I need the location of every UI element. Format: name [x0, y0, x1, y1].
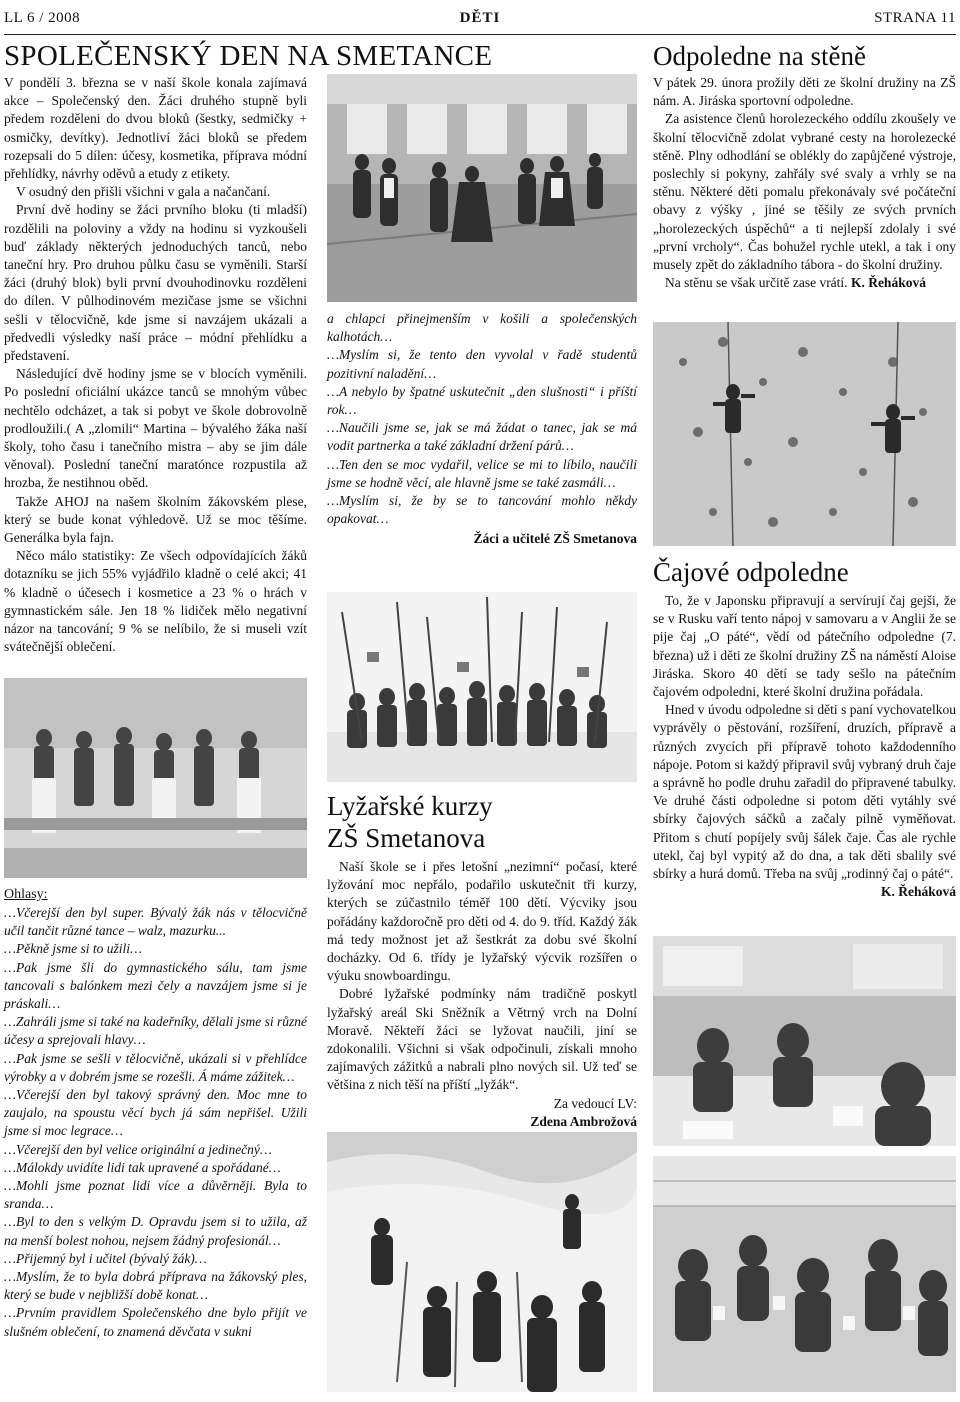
ohlasy-item: …Včerejší den byl takový správný den. Moc mne to zaujalo, na spoustu věcí bych já sám nepřišel. Užili jsme si moc legrace… — [4, 1087, 307, 1139]
article2-paragraph: Dobré lyžařské podmínky nám tradičně poskytl lyžařský areál Ski Sněžník a Větrný vrch na Dolní Moravě. Někteří žáci se lyžovat naučili, jiní se zdokonalili. Všichni si však odpočinuli, získali mnoho zajímavých zážitků a nabrali plno nových sil. Už teď se většina z nich těší na příští „lyžák“. — [327, 986, 637, 1093]
page-number: STRANA 11 — [874, 10, 956, 26]
article1-paragraph: Následující dvě hodiny jsme se v blocích vyměnili. Po poslední oficiální ukázce tanců se mnohým vůbec nechtělo odcházet, a tak si pobyt ve škole dobrovolně prodloužili.( A „zlomili“ Martina – bývalého žáka naší školy, toho času i tanečního mistra – aby se jim dále věnoval). Poslední taneční maratónce rozpustila až hrozba, že nestihnou oběd. — [4, 366, 307, 491]
article2-signature-label: Za vedoucí LV: — [553, 1095, 637, 1111]
article1-signature: Žáci a učitelé ZŠ Smetanova — [473, 531, 637, 547]
article1-column — [4, 74, 307, 657]
ohlasy-heading: Ohlasy: — [4, 887, 48, 902]
fashion-photo — [4, 678, 307, 878]
page-header — [4, 8, 956, 32]
section-label: DĚTI — [459, 10, 501, 26]
quote-item: …Myslím si, že by se to tancování mohlo někdy opakovat… — [327, 493, 637, 527]
ohlasy-section — [4, 882, 307, 1341]
article3-title: Odpoledne na stěně — [653, 41, 866, 71]
article3-closing-text: Na stěnu se však určitě zase vrátí. — [665, 275, 848, 291]
article1-paragraph: V pondělí 3. března se v naší škole konala zajímavá akce – Společenský den. Žáci druhého stupně byli předem rozděleni do dvou bloků (šestky, sedmičky + osmičky, devítky). Jednotliví žáci bloků se předem rozepsali do 5 dílen: účesy, kosmetika, příprava módní přehlídky, návrhy oděvů a etudy z etikety. — [4, 75, 307, 182]
dance-photo — [327, 74, 637, 302]
article4-signature: K. Řeháková — [880, 884, 956, 900]
ohlasy-item: …Přijemný byl i učitel (bývalý žák)… — [4, 1250, 207, 1266]
article1-paragraph: V osudný den přišli všichni v gala a načančaní. — [16, 184, 271, 200]
header-rule — [4, 34, 956, 35]
climbing-photo — [653, 322, 956, 546]
article3-paragraph: Za asistence členů horolezeckého oddílu zkoušely ve školní tělocvičně zdolat vybrané cesty na horolezecké stěně. Plny odhodlání se oblékly do zapůjčené výstroje, poslechly si pokyny, zahřály své svaly a vrhly se na stěnu. Některé děti pomalu překonávaly své počáteční obavy z výšky , jiné se těšily ze svých prvních „horolezeckých úspěchů“ a ti nejlepší zdolaly i své „první vrcholy“. Čas bohužel rychle utekl, a tak i ony musely zpět do základního tábora - do školní družiny. — [653, 111, 956, 273]
article3-paragraph-last — [653, 274, 956, 292]
quote-item: a chlapci přinejmenším v košili a společenských kalhotách… — [327, 311, 637, 345]
ohlasy-item: …Zahráli jsme si také na kadeřníky, dělali jsme si různé účesy a sprejovali hlavy… — [4, 1014, 307, 1048]
ohlasy-item: …Byl to den s velkým D. Opravdu jsem si to užila, až na menší bolest nohou, nejsem žádný profesionál… — [4, 1214, 307, 1248]
article2-paragraph: Naší škole se i přes letošní „nezimní“ počasí, které lyžování moc nepřálo, podařilo uskutečnit tři kurzy, kterých se zúčastnilo téměř 100 dětí. Výcviky jsou pořádány každoročně pro děti od 4. do 9. tříd. Každý žák má tedy možnost jet až šestkrát za dobu své školní docházky. Od 6. třídy je lyžařský výcvik rozšířen o výuku snowboardingu. — [327, 859, 637, 984]
quote-item: …A nebylo by špatné uskutečnit „den slušnosti“ i příští rok… — [327, 383, 637, 418]
article2-signature-name: Zdena Ambrožová — [530, 1113, 637, 1129]
ohlasy-item: …Málokdy uvidíte lidi tak upravené a spořádané… — [4, 1159, 281, 1175]
article1-paragraph: První dvě hodiny se žáci prvního bloku (ti mladší) rozdělili na poloviny a vždy na hodinu si vyzkoušeli buď základy některých jednoduchých tanců, nebo taneční hry. Pro druhou půlku času se vyměnili. Starší žáci (druhý blok) byli první dvouhodinovku rozděleni do dílen. V půlhodinovém mezičase jsme se všichni sešli v tělocvičně, kde jsme si navzájem ukázali a předvedli výsledky naší práce – módní přehlídku a představení. — [4, 202, 307, 364]
tea-photo-1 — [653, 936, 956, 1146]
article3 — [653, 40, 956, 292]
ohlasy-item: …Pěkně jsme si to užili… — [4, 941, 142, 957]
issue-label: LL 6 / 2008 — [4, 10, 81, 26]
quote-item: …Ten den se moc vydařil, velice se mi to líbilo, naučili jsme se hodně věcí, ale hlavně jsme se také zasmáli… — [327, 456, 637, 490]
article1-quotes-continued — [327, 310, 637, 548]
article4 — [653, 556, 956, 901]
ski-slope-photo — [327, 1132, 637, 1392]
ohlasy-item: …Pak jsme šli do gymnastického sálu, tam jsme tancovali s balónkem mezi čely a navzájem jsme si je práskali… — [4, 959, 307, 1012]
ohlasy-item: …Myslím, že to byla dobrá příprava na žákovský ples, který se bude v nejbližší době konat… — [4, 1269, 307, 1303]
ohlasy-item: …Včerejší den byl velice originální a jedinečný… — [4, 1141, 272, 1157]
article2-title-line1: Lyžařské kurzy — [327, 791, 493, 821]
article4-paragraph: To, že v Japonsku připravují a servírují čaj gejši, že se v Rusku vaří tento nápoj v samovaru a v Anglii že se pije čaj „O páté“, vědí od pátečního odpoledne (7. března) už i děti ze školní družiny ZŠ na náměstí Aloise Jiráska. Skoro 40 dětí se tady sešlo na pátečním čajovém odpoledni, které školní družina pořádala. — [653, 593, 956, 700]
article1-title-wrap — [4, 40, 644, 72]
ohlasy-item: …Prvním pravidlem Společenského dne bylo přijít ve slušném oblečení, to znamená děvčata v sukni — [4, 1305, 307, 1339]
quote-item: …Myslím si, že tento den vyvolal v řadě studentů pozitivní naladění… — [327, 347, 637, 381]
ohlasy-item: …Pak jsme se sešli v tělocvičně, ukázali si v přehlídce výrobky a v dobrém jsme se rozešli. Á máme zážitek… — [4, 1050, 307, 1084]
article1-paragraph: Něco málo statistiky: Ze všech odpovídajících žáků dotazníku se jich 55% vyjádřilo kladně o celé akci; 41 % kladně o účesech i kosmetice a 23 % o hrách v gymnastickém sále. Jen 18 % lidiček mělo negativní názor na tancování; 9 % se nelíbilo, že si museli vzít svátečnější oblečení. — [4, 548, 307, 655]
article3-paragraph: V pátek 29. února prožily děti ze školní družiny na ZŠ nám. A. Jiráska sportovní odpoledne. — [653, 75, 956, 109]
tea-photo-2 — [653, 1156, 956, 1392]
article1-paragraph: Takže AHOJ na našem školním žákovském plese, který se bude konat výhledově. Už se moc těšíme. Generálka byla fajn. — [4, 493, 307, 546]
article1-title: SPOLEČENSKÝ DEN NA SMETANCE — [4, 40, 493, 72]
article2-title-line2: ZŠ Smetanova — [327, 823, 486, 853]
ohlasy-item: …Včerejší den byl super. Bývalý žák nás v tělocvičně učil tančit různé tance – walz, mazurku... — [4, 905, 307, 939]
article2 — [327, 790, 637, 1131]
ohlasy-item: …Mohli jsme poznat lidi více a důvěrněji. Byla to sranda… — [4, 1178, 307, 1212]
ski-group-photo — [327, 592, 637, 782]
article3-signature: K. Řeháková — [850, 275, 926, 291]
article4-title: Čajové odpoledne — [653, 557, 849, 587]
article4-paragraph: Hned v úvodu odpoledne si děti s paní vychovatelkou vyprávěly o pěstování, rozšíření, druzích, přípravě a různých zvycích při přípravě tohoto každodenního nápoje. Potom si každý připravil svůj vybraný druh čaje a správně ho podle druhu zařadil do připravené tabulky. Ve druhé části odpoledne si potom děti vytáhly své sbírky čajových sáčků a začaly pilně vyměňovat. Přitom s chutí popíjely svůj šálek čaje. Čas ale rychle utekl, čaj byl vypitý až do dna, a tak děti sbalily své sbírky a hurá domů. Třeba na svůj „rodinný čaj o páté“. — [653, 702, 956, 882]
quote-item: …Naučili jsme se, jak se má žádat o tanec, jak se má vodit partnerka a také základní držení párů… — [327, 420, 637, 454]
